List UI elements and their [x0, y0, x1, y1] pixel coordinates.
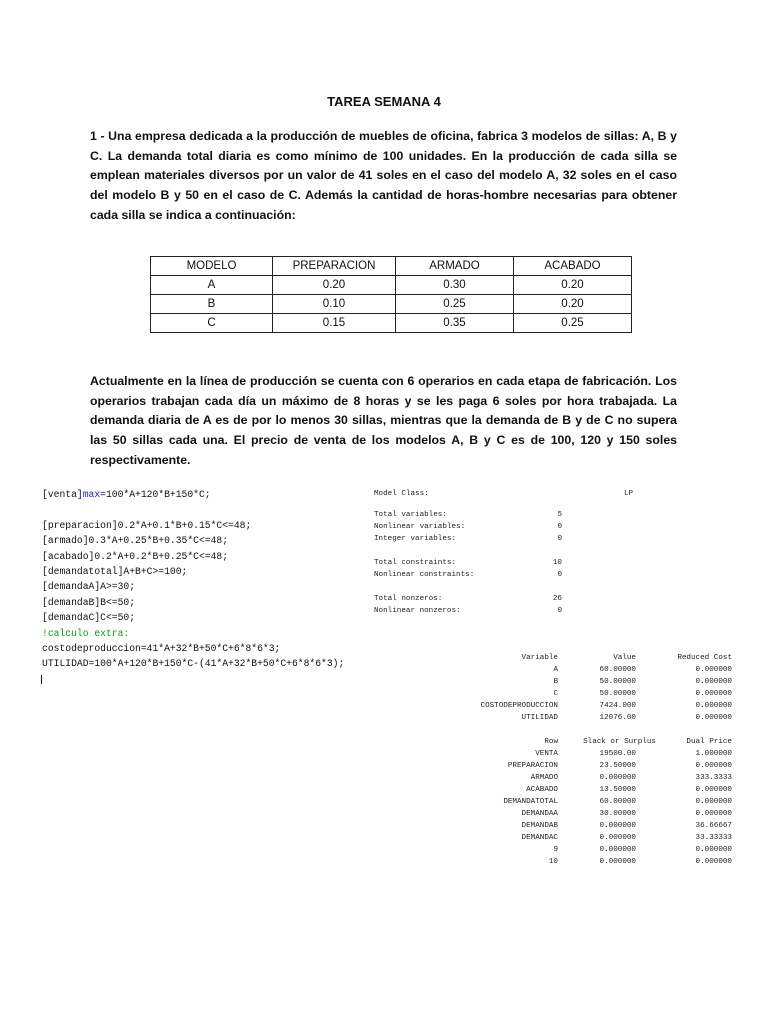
variable-value: 12076.00 [599, 714, 636, 722]
table-header: PREPARACION [273, 257, 396, 276]
row-name: 9 [553, 846, 558, 854]
summary-value: 10 [552, 559, 562, 567]
row-dual-price: 0.000000 [695, 846, 732, 854]
rows-header: Slack or Surplus [583, 738, 656, 746]
table-cell: 0.10 [273, 295, 396, 314]
row-slack: 0.000000 [599, 822, 636, 830]
code-label: [venta] [42, 489, 83, 500]
rows-header: Dual Price [686, 738, 732, 746]
code-line: [demandaB]B<=50; [42, 596, 136, 608]
variable-value: 7424.000 [599, 702, 636, 710]
summary-label: Integer variables: [374, 535, 457, 543]
row-name: ARMADO [530, 774, 558, 782]
summary-label: Nonlinear variables: [374, 523, 466, 531]
variables-header: Reduced Cost [677, 654, 732, 662]
code-line: [acabado]0.2*A+0.2*B+0.25*C<=48; [42, 550, 229, 562]
table-cell: 0.30 [396, 276, 514, 295]
variable-name: A [553, 666, 558, 674]
code-line: [preparacion]0.2*A+0.1*B+0.15*C<=48; [42, 519, 252, 531]
summary-value: 26 [552, 595, 562, 603]
variable-reduced-cost: 0.000000 [695, 702, 732, 710]
code-line: [armado]0.3*A+0.25*B+0.35*C<=48; [42, 535, 229, 547]
model-class-value: LP [624, 490, 634, 498]
row-name: ACABADO [526, 786, 558, 794]
row-slack: 30.00000 [599, 810, 636, 818]
code-objective: =100*A+120*B+150*C; [100, 489, 211, 500]
variable-value: 50.00000 [599, 690, 636, 698]
row-dual-price: 0.000000 [695, 762, 732, 770]
hours-table [150, 256, 632, 333]
variables-header: Variable [521, 654, 558, 662]
row-name: DEMANDAB [521, 822, 558, 830]
code-line: [demandaC]C<=50; [42, 612, 136, 624]
variable-name: COSTODEPRODUCCION [480, 702, 558, 710]
variable-name: C [553, 690, 558, 698]
code-comment: !calculo extra: [42, 627, 130, 639]
summary-label: Total constraints: [374, 559, 457, 567]
table-cell: 0.35 [396, 314, 514, 333]
row-slack: 13.50000 [599, 786, 636, 794]
table-header: ACABADO [514, 257, 632, 276]
row-slack: 0.000000 [599, 774, 636, 782]
row-dual-price: 0.000000 [695, 810, 732, 818]
summary-label: Total nonzeros: [374, 595, 443, 603]
lingo-model-code [42, 487, 344, 672]
table-row [151, 276, 632, 295]
code-line: costodeproduccion=41*A+32*B+50*C+6*8*6*3; [42, 643, 281, 655]
row-slack: 0.000000 [599, 834, 636, 842]
variable-name: B [553, 678, 558, 686]
row-slack: 19500.00 [599, 750, 636, 758]
table-cell: 0.20 [514, 295, 632, 314]
summary-value: 0 [557, 571, 562, 579]
table-row [151, 295, 632, 314]
problem-statement: 1 - Una empresa dedicada a la producción de muebles de oficina, fabrica 3 modelos de sillas: A, B y C. La demanda total diaria es como mínimo de 100 unidades. En la producción de cada silla se emplean materiales diversos por un valor de 41 soles en el caso del modelo A, 32 soles en el caso del modelo B y 50 en el caso de C. Además la cantidad de horas-hombre necesarias para obtener cada silla se indica a continuación: [90, 129, 677, 222]
row-name: DEMANDAC [521, 834, 558, 842]
table-header: ARMADO [396, 257, 514, 276]
summary-value: 5 [557, 511, 562, 519]
row-slack: 0.000000 [599, 846, 636, 854]
row-dual-price: 0.000000 [695, 786, 732, 794]
rows-header: Row [544, 738, 558, 746]
row-slack: 23.50000 [599, 762, 636, 770]
row-slack: 60.00000 [599, 798, 636, 806]
table-header-row [151, 257, 632, 276]
table-cell: C [151, 314, 273, 333]
table-cell: B [151, 295, 273, 314]
table-cell: 0.15 [273, 314, 396, 333]
row-dual-price: 1.000000 [695, 750, 732, 758]
row-name: PREPARACION [507, 762, 558, 770]
table-cell: 0.20 [514, 276, 632, 295]
summary-value: 0 [557, 535, 562, 543]
table-cell: 0.20 [273, 276, 396, 295]
table-cell: 0.25 [514, 314, 632, 333]
row-name: DEMANDATOTAL [503, 798, 558, 806]
model-class-label: Model Class: [374, 490, 429, 498]
table-cell: 0.25 [396, 295, 514, 314]
summary-value: 0 [557, 523, 562, 531]
table-cell: A [151, 276, 273, 295]
row-name: DEMANDAA [521, 810, 558, 818]
row-dual-price: 0.000000 [695, 798, 732, 806]
table-row [151, 314, 632, 333]
variable-reduced-cost: 0.000000 [695, 714, 732, 722]
row-dual-price: 36.66667 [695, 822, 732, 830]
variable-value: 60.00000 [599, 666, 636, 674]
summary-label: Total variables: [374, 511, 447, 519]
code-line: [demandaA]A>=30; [42, 581, 136, 593]
summary-value: 0 [557, 607, 562, 615]
row-dual-price: 0.000000 [695, 858, 732, 866]
row-dual-price: 33.33333 [695, 834, 732, 842]
table-header: MODELO [151, 257, 273, 276]
summary-label: Nonlinear constraints: [374, 571, 475, 579]
variable-reduced-cost: 0.000000 [695, 678, 732, 686]
code-line: UTILIDAD=100*A+120*B+150*C-(41*A+32*B+50*C+6*8*6*3); [42, 658, 345, 670]
row-name: 10 [548, 858, 558, 866]
variables-header: Value [613, 654, 636, 662]
variable-value: 50.00000 [599, 678, 636, 686]
problem-conditions: Actualmente en la línea de producción se cuenta con 6 operarios en cada etapa de fabricación. Los operarios trabajan cada día un máximo de 8 horas y se les paga 6 soles por hora trabajada. La demanda diaria de A es de por lo menos 30 sillas, mientras que la demanda de B y de C no supera las 50 sillas cada una. El precio de venta de los modelos A, B y C es de 100, 120 y 150 soles respectivamente. [90, 374, 677, 467]
text-cursor [41, 675, 42, 684]
summary-label: Nonlinear nonzeros: [374, 607, 461, 615]
variable-name: UTILIDAD [521, 714, 558, 722]
row-dual-price: 333.3333 [695, 774, 732, 782]
row-name: VENTA [535, 750, 558, 758]
variable-reduced-cost: 0.000000 [695, 690, 732, 698]
document-title: TAREA SEMANA 4 [327, 94, 441, 109]
variable-reduced-cost: 0.000000 [695, 666, 732, 674]
code-line: [demandatotal]A+B+C>=100; [42, 566, 188, 578]
code-keyword: max [82, 489, 101, 500]
row-slack: 0.000000 [599, 858, 636, 866]
